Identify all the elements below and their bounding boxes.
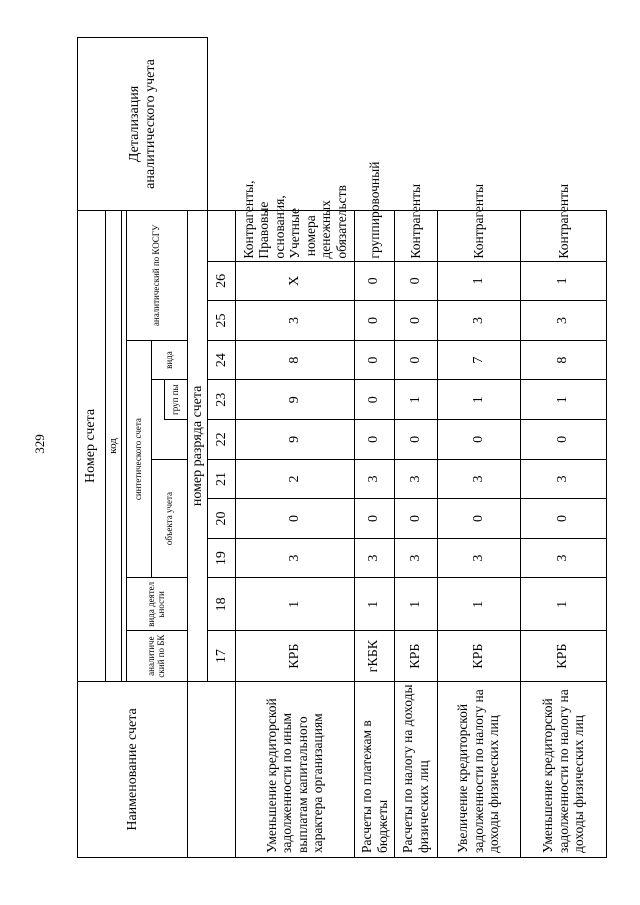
- table-row: [437, 38, 520, 858]
- account-name-header: Наименование счета: [78, 681, 188, 857]
- group-header-left: [164, 420, 187, 460]
- row-cell: 0: [354, 499, 394, 539]
- row-cell: гКБК: [354, 631, 394, 682]
- row-cell: КРБ: [395, 631, 438, 682]
- row-cell: 3: [395, 459, 438, 499]
- row-cell: 1: [395, 380, 438, 420]
- row-cell: 0: [437, 420, 520, 460]
- row-cell: 3: [395, 538, 438, 578]
- row-cell: 3: [520, 459, 606, 499]
- digit-number: 23: [208, 380, 236, 420]
- row-cell: 3: [520, 301, 606, 341]
- row-cell: 1: [395, 578, 438, 631]
- row-cell: 0: [236, 499, 355, 539]
- digit-number-spacer: [188, 681, 208, 857]
- account-object-header: объекта учета: [152, 459, 188, 578]
- row-detail: Контрагенты: [395, 210, 438, 261]
- digit-number: 26: [208, 261, 236, 301]
- group-header: груп пы: [164, 380, 187, 420]
- row-cell: 0: [520, 420, 606, 460]
- row-cell: 1: [437, 261, 520, 301]
- row-cell: 0: [520, 499, 606, 539]
- row-cell: 0: [354, 261, 394, 301]
- account-table: [77, 37, 607, 858]
- row-cell: 0: [395, 499, 438, 539]
- row-cell: 3: [520, 538, 606, 578]
- row-account-name: Расчеты по налогу на доходы физических лиц: [395, 681, 438, 857]
- row-detail: Контрагенты: [437, 210, 520, 261]
- row-account-name: Уменьшение кредиторской задолженности по налогу на доходы физических лиц: [520, 681, 606, 857]
- row-cell: 0: [395, 301, 438, 341]
- table-row: [354, 38, 394, 858]
- table-row: [520, 38, 606, 858]
- row-cell: 1: [354, 578, 394, 631]
- row-cell: 3: [437, 538, 520, 578]
- row-cell: 3: [236, 301, 355, 341]
- page-number: 329: [32, 434, 47, 454]
- activity-type-header: вида деятел ьности: [126, 578, 188, 631]
- row-account-name: Расчеты по платежам в бюджеты: [354, 681, 394, 857]
- row-cell: 3: [354, 538, 394, 578]
- table-row: [236, 38, 355, 858]
- row-cell: 3: [354, 459, 394, 499]
- digit-number: 17: [208, 631, 236, 682]
- row-account-name: Уменьшение кредиторской задолженности по иным выплатам капитального характера организациям: [236, 681, 355, 857]
- row-cell: 8: [236, 340, 355, 380]
- row-cell: КРБ: [520, 631, 606, 682]
- row-cell: 1: [520, 578, 606, 631]
- digit-number: 25: [208, 301, 236, 341]
- row-cell: 0: [395, 420, 438, 460]
- row-cell: 1: [437, 578, 520, 631]
- row-detail: Контрагенты, Правовые основания, Учетные номера денежных обязательств: [236, 210, 355, 261]
- row-detail: группировочный: [354, 210, 394, 261]
- kind-header: вида: [152, 340, 188, 380]
- row-cell: 1: [520, 380, 606, 420]
- analytic-bk-header: аналитиче ский по БК: [126, 631, 188, 682]
- row-cell: 0: [395, 261, 438, 301]
- group-header-spacer: [152, 380, 165, 459]
- row-cell: 9: [236, 420, 355, 460]
- row-cell: 0: [354, 301, 394, 341]
- row-cell: 1: [236, 578, 355, 631]
- row-detail: Контрагенты: [520, 210, 606, 261]
- digit-number: 20: [208, 499, 236, 539]
- row-cell: X: [236, 261, 355, 301]
- code-header: код: [105, 210, 122, 681]
- row-cell: 7: [437, 340, 520, 380]
- row-cell: 2: [236, 459, 355, 499]
- row-cell: КРБ: [236, 631, 355, 682]
- row-cell: 0: [354, 420, 394, 460]
- account-table-rotated: [77, 37, 607, 858]
- detail-header: Детализация аналитического учета: [78, 38, 208, 211]
- row-account-name: Увеличение кредиторской задолженности по налогу на доходы физических лиц: [437, 681, 520, 857]
- row-cell: 9: [236, 380, 355, 420]
- row-cell: 8: [520, 340, 606, 380]
- row-cell: 1: [437, 380, 520, 420]
- row-cell: КРБ: [437, 631, 520, 682]
- row-cell: 3: [437, 301, 520, 341]
- row-cell: 1: [520, 261, 606, 301]
- analytic-kosgu-header: аналитический по КОСГУ: [126, 210, 188, 340]
- row-cell: 0: [437, 499, 520, 539]
- digit-number: 19: [208, 538, 236, 578]
- row-cell: 3: [437, 459, 520, 499]
- digit-number: 21: [208, 459, 236, 499]
- digit-number: 18: [208, 578, 236, 631]
- synthetic-header: синтетического счета: [126, 340, 152, 578]
- table-row: [395, 38, 438, 858]
- digit-number: 22: [208, 420, 236, 460]
- detail-digit-spacer: [208, 210, 236, 261]
- row-cell: 0: [395, 340, 438, 380]
- digit-row-spacer: [208, 681, 236, 857]
- digit-number: 24: [208, 340, 236, 380]
- row-cell: 0: [354, 380, 394, 420]
- account-number-header: Номер счета: [78, 210, 106, 681]
- row-cell: 0: [354, 340, 394, 380]
- digit-number-header: номер разряда счета: [188, 210, 208, 681]
- table-frame: [77, 37, 607, 858]
- row-cell: 3: [236, 538, 355, 578]
